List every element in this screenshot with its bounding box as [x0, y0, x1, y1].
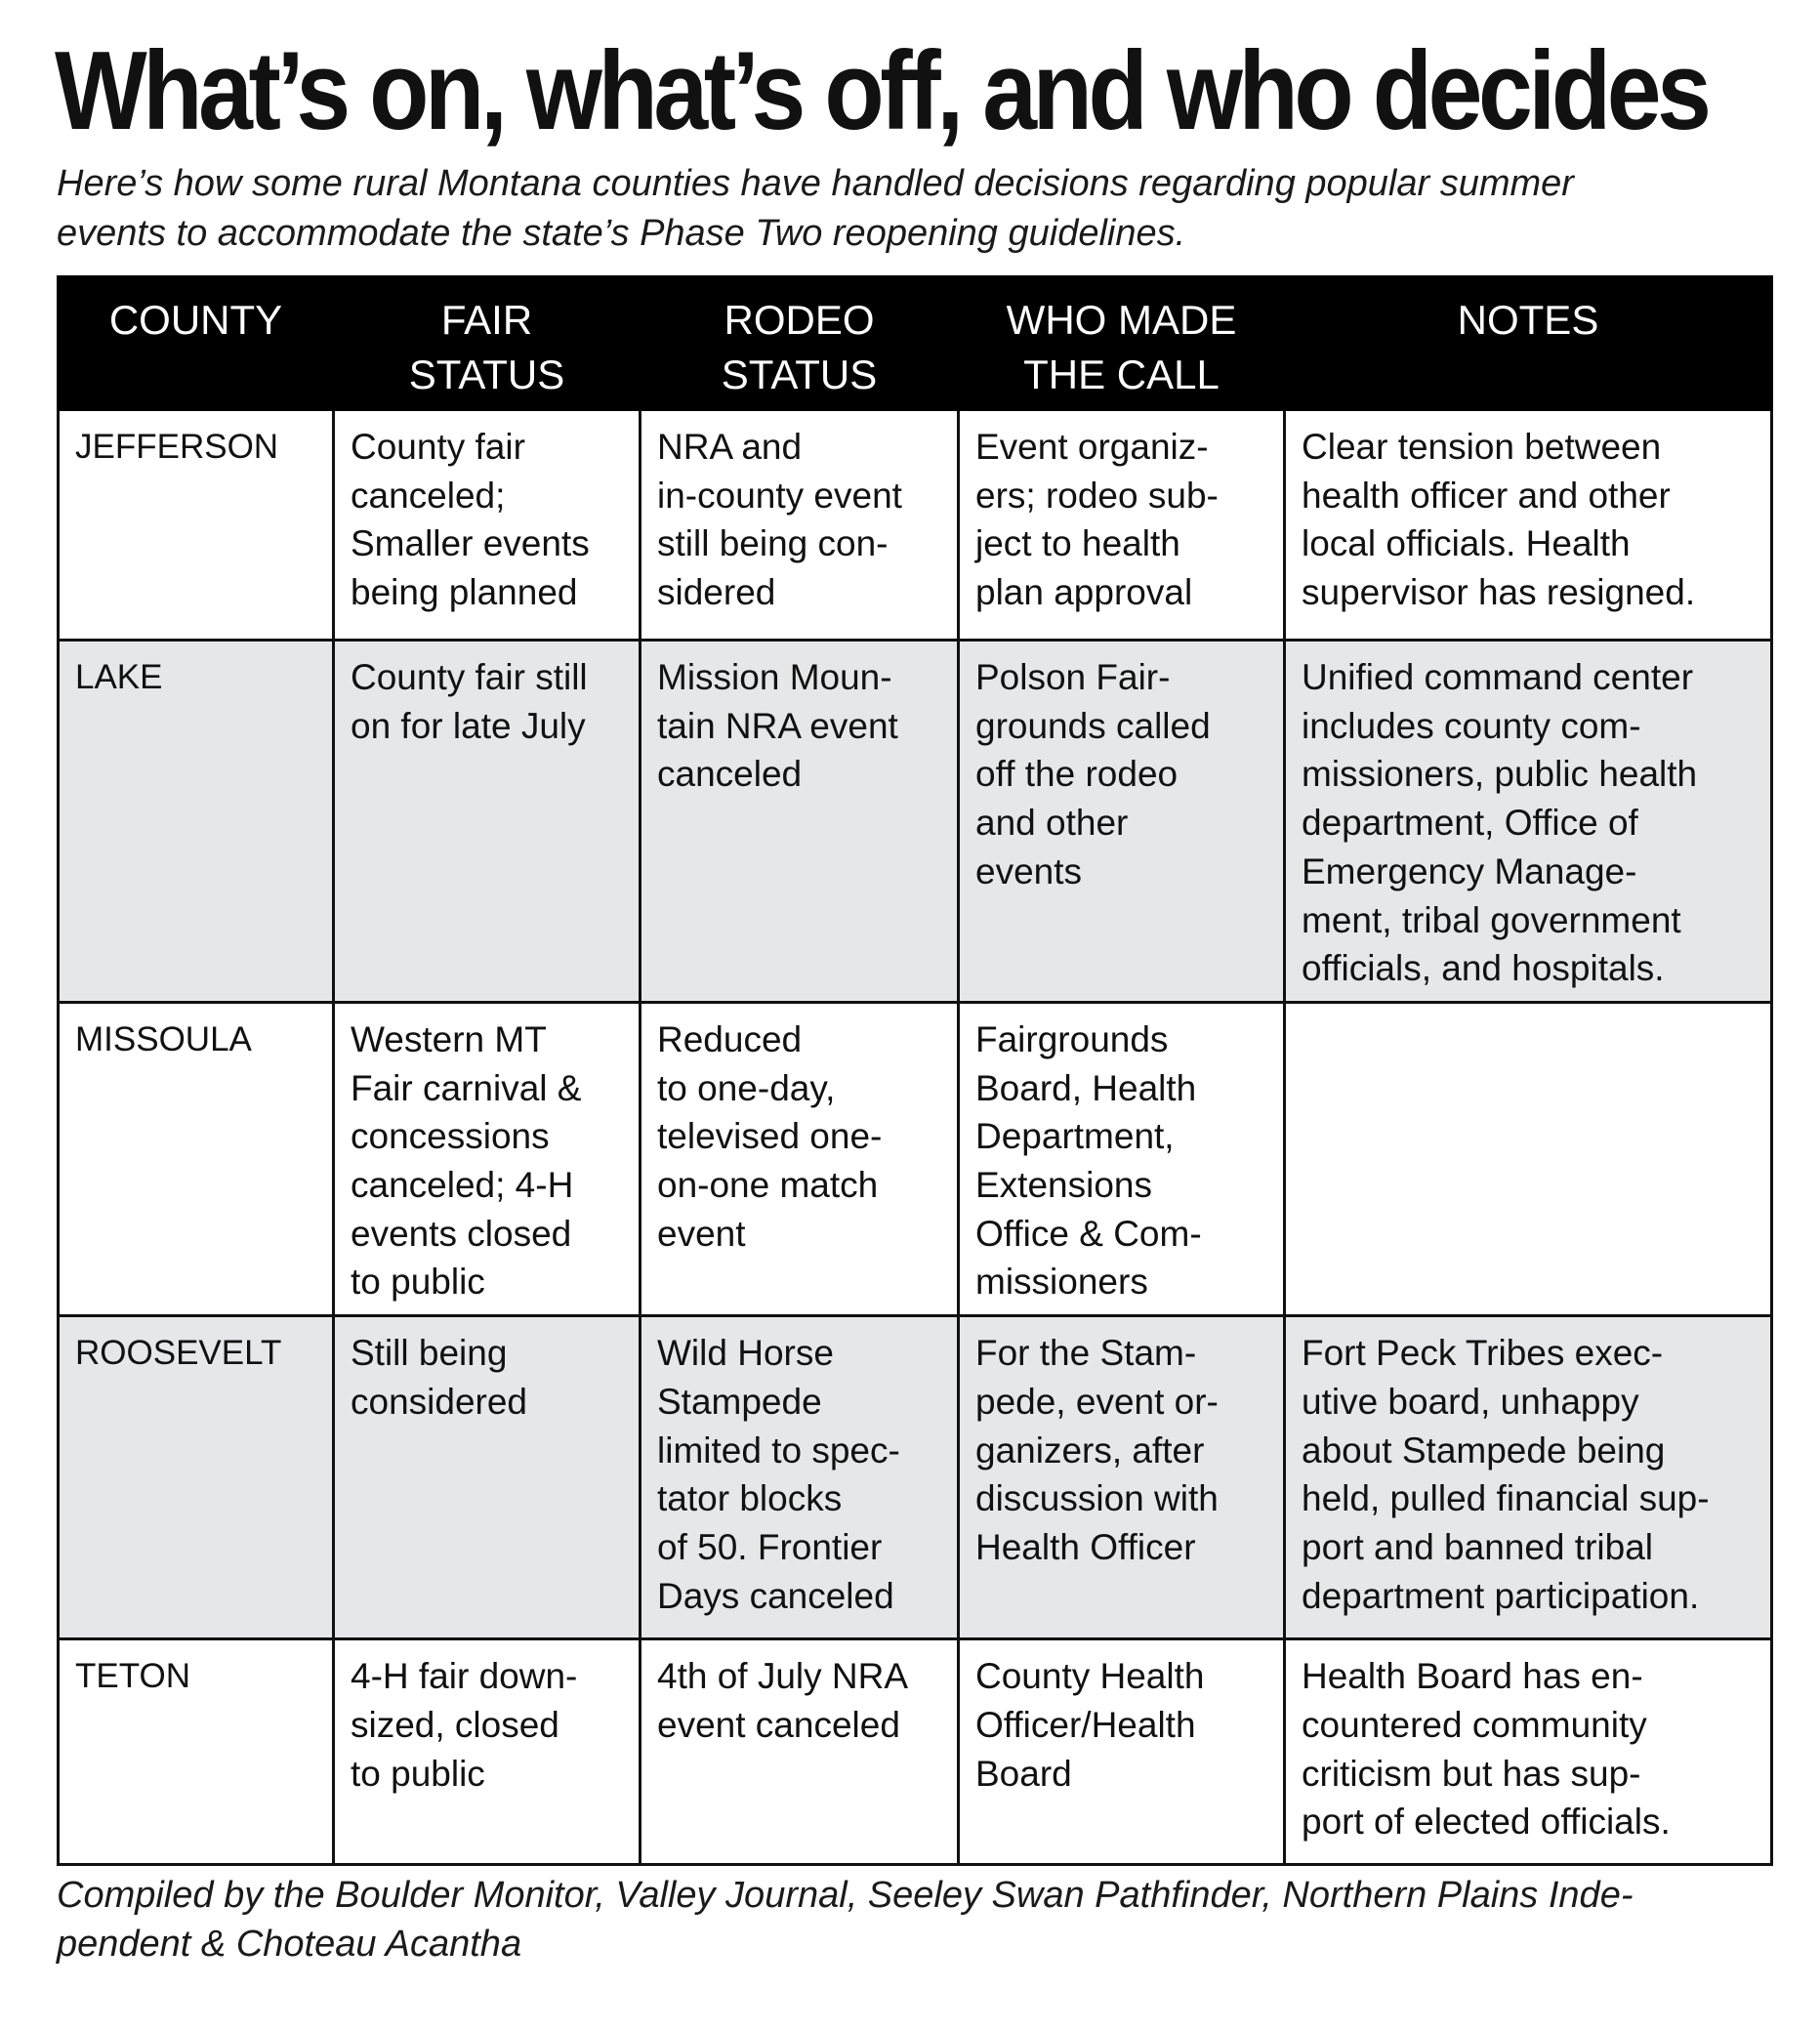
- header-line: COUNTY: [108, 297, 283, 343]
- source-credit: [57, 1871, 1775, 1968]
- cell-text-line: includes county com-: [1302, 705, 1641, 746]
- who-made-the-call-cell: [959, 1002, 1285, 1315]
- cell-text-line: 4th of July NRA: [657, 1656, 909, 1697]
- cell-text-line: event: [657, 1213, 746, 1254]
- who-made-the-call-cell: [959, 1639, 1285, 1865]
- cell-text-line: department participation.: [1302, 1575, 1700, 1616]
- cell-text-line: JEFFERSON: [75, 428, 279, 466]
- cell-text-line: Board, Health: [975, 1067, 1197, 1108]
- cell-text-line: ers; rodeo sub-: [975, 475, 1219, 516]
- notes-cell: [1285, 641, 1772, 1003]
- cell-text-line: Board: [975, 1753, 1072, 1794]
- header-fair-status: [334, 277, 641, 410]
- cell-text-line: Reduced: [657, 1018, 803, 1059]
- header-county: [59, 277, 334, 410]
- cell-text-line: off the rodeo: [975, 754, 1179, 795]
- cell-text-line: tator blocks: [657, 1478, 843, 1519]
- cell-text-line: Department,: [975, 1116, 1175, 1157]
- cell-text-line: ment, tribal government: [1302, 899, 1681, 940]
- cell-text-line: on-one match: [657, 1165, 879, 1206]
- cell-text-line: grounds called: [975, 705, 1211, 746]
- cell-text-line: Clear tension between: [1302, 427, 1662, 467]
- cell-text-line: County fair still: [351, 657, 588, 697]
- cell-text-line: For the Stam-: [975, 1333, 1197, 1374]
- rodeo-status-cell: [641, 1639, 959, 1865]
- cell-text-line: tain NRA event: [657, 705, 898, 746]
- cell-text-line: and other: [975, 803, 1129, 844]
- cell-text-line: Stampede: [657, 1381, 822, 1422]
- cell-text-line: criticism but has sup-: [1302, 1753, 1641, 1794]
- header-line: THE CALL: [1023, 352, 1220, 397]
- cell-text-line: to public: [351, 1262, 485, 1303]
- table-row: [59, 410, 1772, 641]
- rodeo-status-cell: [641, 410, 959, 641]
- fair-status-cell: [334, 641, 641, 1003]
- subtitle: [57, 159, 1795, 259]
- cell-text-line: pede, event or-: [975, 1381, 1219, 1422]
- cell-text-line: Mission Moun-: [657, 657, 892, 697]
- cell-text-line: Fairgrounds: [975, 1018, 1169, 1059]
- notes-cell: [1285, 1639, 1772, 1865]
- cell-text-line: Unified command center: [1302, 657, 1694, 697]
- who-made-the-call-cell: [959, 1316, 1285, 1639]
- header-line: RODEO: [724, 297, 875, 343]
- cell-text-line: Western MT: [351, 1018, 547, 1059]
- cell-text-line: utive board, unhappy: [1302, 1381, 1639, 1422]
- rodeo-status-cell: [641, 1002, 959, 1315]
- cell-text-line: sidered: [657, 572, 776, 613]
- cell-text-line: of 50. Frontier: [657, 1526, 883, 1567]
- cell-text-line: Officer/Health: [975, 1704, 1196, 1745]
- table-body: [59, 410, 1772, 1865]
- header-rodeo-status: [641, 277, 959, 410]
- header-notes: [1285, 277, 1772, 410]
- cell-text-line: countered community: [1302, 1704, 1647, 1745]
- cell-text-line: TETON: [75, 1657, 190, 1696]
- cell-text-line: Polson Fair-: [975, 657, 1171, 697]
- cell-text-line: events: [975, 850, 1083, 891]
- cell-text-line: department, Office of: [1302, 803, 1638, 844]
- cell-text-line: MISSOULA: [75, 1019, 252, 1058]
- cell-text-line: Fort Peck Tribes exec-: [1302, 1333, 1664, 1374]
- who-made-the-call-cell: [959, 410, 1285, 641]
- county-events-table: [57, 275, 1773, 1866]
- county-cell: [59, 641, 334, 1003]
- cell-text-line: missioners: [975, 1262, 1148, 1303]
- county-cell: [59, 410, 334, 641]
- cell-text-line: being planned: [351, 572, 578, 613]
- cell-text-line: County Health: [975, 1656, 1205, 1697]
- cell-text-line: Health Board has en-: [1302, 1656, 1643, 1697]
- cell-text-line: port and banned tribal: [1302, 1526, 1653, 1567]
- header-line: NOTES: [1457, 297, 1599, 343]
- notes-cell: [1285, 1316, 1772, 1639]
- subtitle-line: Here’s how some rural Montana counties have handled decisions regarding popular summer: [57, 163, 1574, 204]
- cell-text-line: Health Officer: [975, 1526, 1196, 1567]
- header-row: [59, 277, 1772, 410]
- header-who-made-the-call: [959, 277, 1285, 410]
- cell-text-line: to public: [351, 1753, 485, 1794]
- source-credit-line: pendent & Choteau Acantha: [57, 1924, 522, 1965]
- cell-text-line: canceled;: [351, 475, 506, 516]
- fair-status-cell: [334, 1002, 641, 1315]
- fair-status-cell: [334, 1639, 641, 1865]
- cell-text-line: supervisor has resigned.: [1302, 572, 1696, 613]
- header-line: WHO MADE: [1006, 297, 1237, 343]
- cell-text-line: health officer and other: [1302, 475, 1671, 516]
- cell-text-line: Fair carnival &: [351, 1067, 582, 1108]
- cell-text-line: on for late July: [351, 705, 586, 746]
- cell-text-line: Office & Com-: [975, 1213, 1202, 1254]
- cell-text-line: events closed: [351, 1213, 572, 1254]
- cell-text-line: Extensions: [975, 1165, 1152, 1206]
- cell-text-line: in-county event: [657, 475, 902, 516]
- cell-text-line: Smaller events: [351, 523, 590, 564]
- county-cell: [59, 1639, 334, 1865]
- cell-text-line: Emergency Manage-: [1302, 850, 1637, 891]
- rodeo-status-cell: [641, 1316, 959, 1639]
- cell-text-line: still being con-: [657, 523, 889, 564]
- header-line: STATUS: [721, 352, 878, 397]
- cell-text-line: LAKE: [75, 658, 163, 696]
- cell-text-line: ROOSEVELT: [75, 1334, 282, 1373]
- fair-status-cell: [334, 1316, 641, 1639]
- cell-text-line: County fair: [351, 427, 525, 467]
- cell-text-line: discussion with: [975, 1478, 1219, 1519]
- cell-text-line: to one-day,: [657, 1067, 836, 1108]
- county-cell: [59, 1002, 334, 1315]
- cell-text-line: event canceled: [657, 1704, 900, 1745]
- cell-text-line: missioners, public health: [1302, 754, 1698, 795]
- cell-text-line: port of elected officials.: [1302, 1802, 1671, 1843]
- cell-text-line: Event organiz-: [975, 427, 1209, 467]
- table-row: [59, 641, 1772, 1003]
- cell-text-line: officials, and hospitals.: [1302, 948, 1665, 989]
- cell-text-line: canceled: [657, 754, 803, 795]
- table-header: [59, 277, 1772, 410]
- notes-cell: [1285, 1002, 1772, 1315]
- who-made-the-call-cell: [959, 641, 1285, 1003]
- cell-text-line: sized, closed: [351, 1704, 559, 1745]
- cell-text-line: plan approval: [975, 572, 1193, 613]
- cell-text-line: Still being: [351, 1333, 508, 1374]
- county-cell: [59, 1316, 334, 1639]
- subtitle-line: events to accommodate the state’s Phase Two reopening guidelines.: [57, 213, 1186, 254]
- cell-text-line: NRA and: [657, 427, 803, 467]
- cell-text-line: limited to spec-: [657, 1429, 900, 1471]
- cell-text-line: Wild Horse: [657, 1333, 834, 1374]
- cell-text-line: concessions: [351, 1116, 550, 1157]
- cell-text-line: 4-H fair down-: [351, 1656, 578, 1697]
- table-row: [59, 1639, 1772, 1865]
- cell-text-line: about Stampede being: [1302, 1429, 1666, 1471]
- cell-text-line: considered: [351, 1381, 528, 1422]
- fair-status-cell: [334, 410, 641, 641]
- header-line: STATUS: [408, 352, 565, 397]
- table-row: [59, 1316, 1772, 1639]
- table-row: [59, 1002, 1772, 1315]
- cell-text-line: local officials. Health: [1302, 523, 1631, 564]
- cell-text-line: ganizers, after: [975, 1429, 1205, 1471]
- source-credit-line: Compiled by the Boulder Monitor, Valley Journal, Seeley Swan Pathfinder, Northern Plains Inde-: [57, 1875, 1634, 1916]
- cell-text-line: ject to health: [975, 523, 1180, 564]
- rodeo-status-cell: [641, 641, 959, 1003]
- header-line: FAIR: [440, 297, 533, 343]
- notes-cell: [1285, 410, 1772, 641]
- cell-text-line: Days canceled: [657, 1575, 894, 1616]
- page-title: What’s on, what’s off, and who decides: [55, 29, 1708, 153]
- cell-text-line: held, pulled financial sup-: [1302, 1478, 1710, 1519]
- cell-text-line: canceled; 4-H: [351, 1165, 574, 1206]
- cell-text-line: televised one-: [657, 1116, 883, 1157]
